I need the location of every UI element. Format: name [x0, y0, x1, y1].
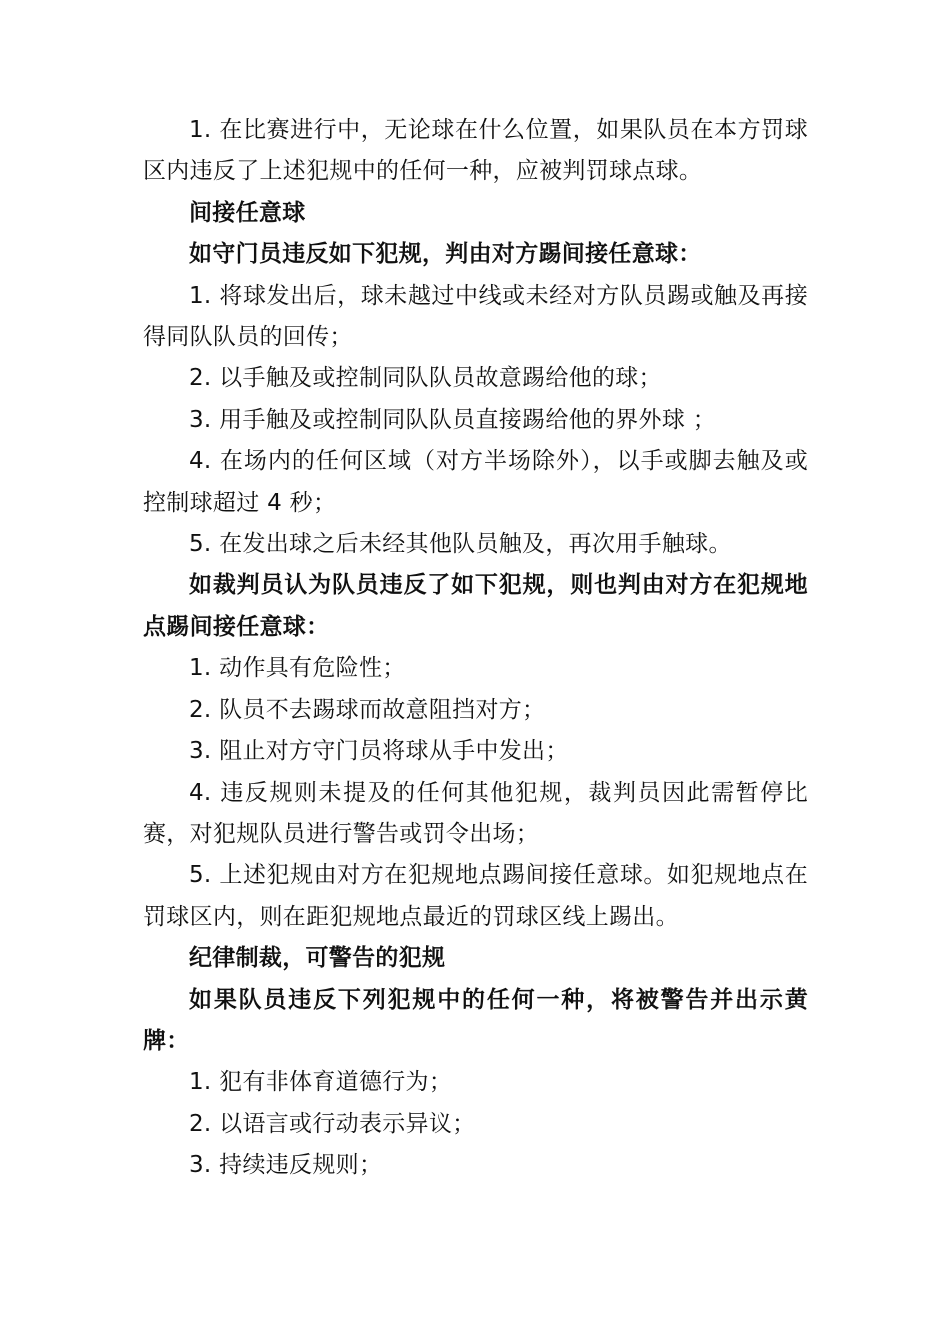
list-item-caution-3: 3. 持续违反规则； — [189, 1152, 383, 1179]
document-body — [143, 110, 808, 1187]
heading-referee-offences: 如裁判员认为队员违反了如下犯规，则也判由对方在犯规地点踢间接任意球： — [143, 572, 808, 640]
list-item-referee-3: 3. 阻止对方守门员将球从手中发出； — [189, 738, 569, 765]
list-item-goalkeeper-4: 4. 在场内的任何区域（对方半场除外），以手或脚去触及或控制球超过 4 秒； — [143, 448, 808, 516]
list-item-caution-1: 1. 犯有非体育道德行为； — [189, 1069, 453, 1096]
heading-yellow-card-offences: 如果队员违反下列犯规中的任何一种，将被警告并出示黄牌： — [143, 986, 808, 1054]
list-item-referee-2: 2. 队员不去踢球而故意阻挡对方； — [189, 696, 546, 723]
list-item-goalkeeper-1: 1. 将球发出后，球未越过中线或未经对方队员踢或触及再接得同队队员的回传； — [143, 282, 808, 351]
list-item-referee-4: 4. 违反规则未提及的任何其他犯规，裁判员因此需暂停比赛，对犯规队员进行警告或罚令出场； — [143, 779, 808, 847]
heading-indirect-free-kick: 间接任意球 — [189, 199, 306, 226]
list-item-caution-2: 2. 以语言或行动表示异议； — [189, 1110, 476, 1137]
list-item-referee-5: 5. 上述犯规由对方在犯规地点踢间接任意球。如犯规地点在罚球区内，则在距犯规地点最近的罚球区线上踢出。 — [143, 862, 808, 930]
list-item-goalkeeper-5: 5. 在发出球之后未经其他队员触及，再次用手触球。 — [189, 531, 732, 558]
list-item-goalkeeper-2: 2. 以手触及或控制同队队员故意踢给他的球； — [189, 365, 662, 392]
paragraph-penalty-kick-rule: 1. 在比赛进行中，无论球在什么位置，如果队员在本方罚球区内违反了上述犯规中的任何一种，应被判罚球点球。 — [143, 117, 808, 185]
heading-disciplinary-sanctions: 纪律制裁，可警告的犯规 — [189, 945, 446, 972]
list-item-referee-1: 1. 动作具有危险性； — [189, 655, 406, 682]
heading-goalkeeper-offences: 如守门员违反如下犯规，判由对方踢间接任意球： — [189, 241, 702, 268]
list-item-goalkeeper-3: 3. 用手触及或控制同队队员直接踢给他的界外球 ； — [189, 406, 717, 433]
